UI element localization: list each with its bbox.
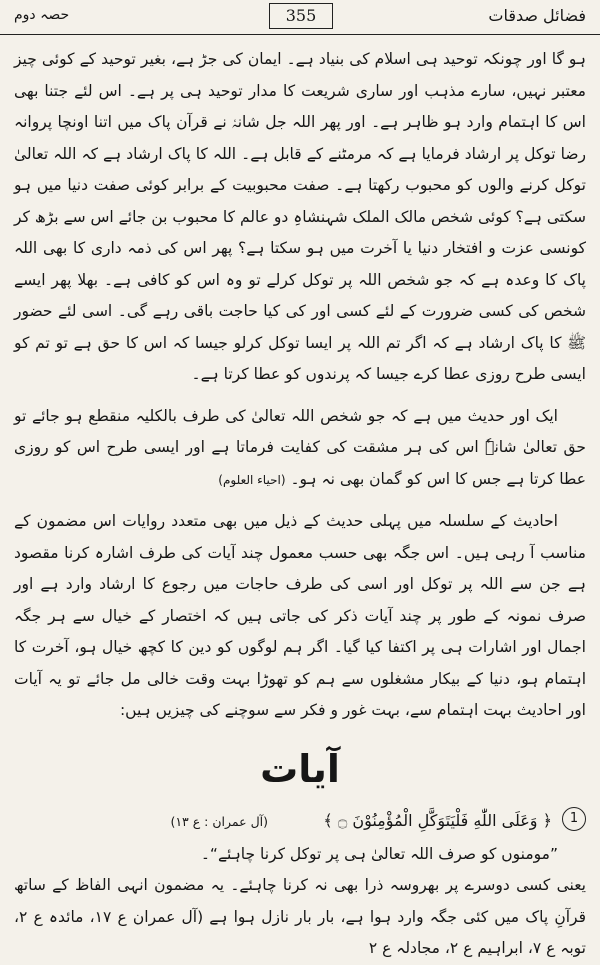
verse-number-badge: 1 [562,807,586,831]
verse-translation: ”مومنوں کو صرف اللہ تعالیٰ ہی پر توکل کرنا چاہئے“۔ [200,844,558,863]
verse-line [14,805,586,839]
page-number: 355 [269,3,333,29]
citation-ihya: (احیاء العلوم) [218,472,286,487]
paragraph-intro-ayat [14,506,586,727]
paragraph-tawheed-tawakkul [14,44,586,391]
paragraph-text: ہو گا اور چونکہ توحید ہی اسلام کی بنیاد ہے۔ ایمان کی جڑ ہے، بغیر توحید کے کوئی چیز معتبر نہیں، سارے مذہب اور ساری شریعت کا مدار توحید ہی پر ہے۔ اس لئے جتنا بھی اس کا اہتمام وارد ہو ظاہر ہے۔ اور پھر اللہ جل شانہٗ نے قرآن پاک میں اتنا اونچا پروانہ رضا توکل پر ارشاد فرمایا ہے کہ مرمٹنے کے قابل ہے۔ اللہ کا پاک ارشاد ہے کہ اللہ تعالیٰ توکل کرنے والوں کو محبوب رکھتا ہے۔ صفت محبوبیت کے برابر کوئی صفت دنیا میں ہو سکتی ہے؟ کوئی شخص مالک الملک شہنشاہِ دو عالم کا محبوب بن جائے اس سے بڑھ کر کونسی عزت و افتخار دنیا یا آخرت میں ہو سکتا ہے؟ پھر اس کی ذمہ داری کا بھی اللہ پاک کا وعدہ ہے کہ جو شخص اللہ پر توکل کرلے تو وہ اس کو کافی ہے۔ بھلا پھر ایسے شخص کی کسی ضرورت کے لئے کسی اور کی کیا حاجت باقی رہے گی۔ اسی لئے حضور ﷺ کا پاک ارشاد ہے کہ اگر تم اللہ پر ایسا توکل کرلو جیسا کہ اس کا حق ہے تو تم کو ایسی طرح روزی عطا کرے جیسا کہ پرندوں کو عطا کرتا ہے۔ [14,50,586,383]
book-title: فضائل صدقات [488,6,586,25]
section-heading-ayat: آیات [260,746,340,791]
paragraph-gap [14,391,586,401]
paragraph-text: احادیث کے سلسلہ میں پہلی حدیث کے ذیل میں بھی متعدد روایات اس مضمون کے مناسب آ رہی ہیں۔ اس جگہ بھی حسب معمول چند آیات کی طرف اشارہ کرنا مقصود ہے جن سے اللہ پر توکل اور اسی کی طرف حاجات میں رجوع کا ارشاد وارد ہے اور صرف نمونہ کے طور پر چند آیات ذکر کی جاتی ہیں کہ اختصار کے خیال سے ہر جگہ اجمال اور اشارات ہی پر اکتفا کیا گیا۔ اگر ہم لوگوں کو دین کا کچھ خیال ہو، آخرت کا اہتمام ہو، دنیا کے بیکار مشغلوں سے ہم کو تھوڑا بہت وقت خالی مل جائے تو یہ آیات اور احادیث بہت اہتمام سے، بہت غور و فکر سے سوچنے کی چیزیں ہیں: [14,512,586,719]
paragraph-gap [14,496,586,506]
part-label: حصہ دوم [14,7,70,23]
paragraph-closing: یعنی کسی دوسرے پر بھروسہ ذرا بھی نہ کرنا چاہئے۔ یہ مضمون انہی الفاظ کے ساتھ قرآنِ پاک میں کئی جگہ وارد ہوا ہے، بار بار نازل ہوا ہے (آل عمران ع ۱۷، مائدہ ع ۲، توبہ ع ۷، ابراہیم ع ۲، مجادلہ ع ۲ [14,876,586,957]
quran-verse-arabic: ﴿ وَعَلَى اللّٰهِ فَلْيَتَوَكَّلِ الْمُؤْمِنُوْنَ ۝ ﴾ [323,810,552,830]
verse-reference: (آل عمران : ع ۱۳) [170,813,268,829]
paragraph-text: ایک اور حدیث میں ہے کہ جو شخص اللہ تعالیٰ کی طرف بالکلیہ منقطع ہو جائے تو حق تعالیٰ شانہٗ اس کی ہر مشقت کی کفایت فرماتا ہے اور ایسی طرح اس کو روزی عطا کرتا ہے جس کا اس کو گمان بھی نہ ہو۔ [14,406,586,488]
paragraph-hadith [14,401,586,497]
page-body [14,44,586,965]
page-header [0,0,600,35]
